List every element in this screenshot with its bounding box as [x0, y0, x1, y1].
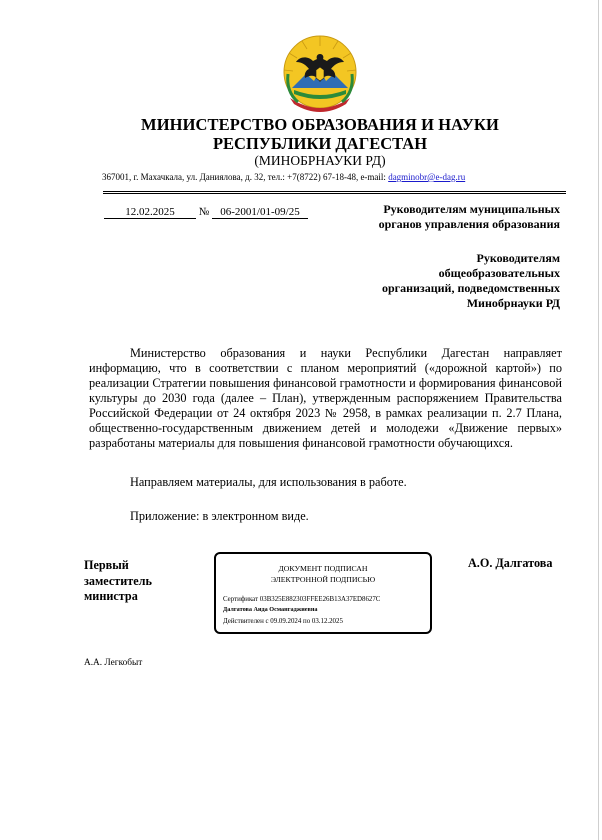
registration-date: 12.02.2025: [104, 206, 196, 219]
header-divider-second: [103, 193, 566, 194]
organization-region: РЕСПУБЛИКИ ДАГЕСТАН: [212, 134, 428, 153]
stamp-certificate: Сертификат 03B325E882303FFEE26B13A37ED8627C: [223, 596, 381, 603]
header-divider: [103, 191, 566, 192]
addressee-line: Минобрнауки РД: [466, 296, 560, 310]
email-link[interactable]: dagminobr@e-dag.ru: [388, 172, 466, 182]
organization-address: [102, 172, 465, 182]
organization-name: МИНИСТЕРСТВО ОБРАЗОВАНИЯ И НАУКИ: [141, 115, 499, 134]
signatory-position: [84, 558, 152, 605]
page-edge: [598, 0, 599, 840]
signatory-name: А.О. Далгатова: [468, 556, 553, 570]
position-line: министра: [84, 589, 138, 603]
attachment-note: Приложение: в электронном виде.: [130, 509, 309, 523]
addressee-line: Руководителям муниципальных: [383, 202, 560, 216]
stamp-validity: Действителен с 09.09.2024 по 03.12.2025: [223, 618, 343, 625]
position-line: Первый: [84, 558, 129, 572]
address-text: 367001, г. Махачкала, ул. Даниялова, д. 32, тел.: +7(8722) 67-18-48, e-mail:: [102, 172, 389, 182]
coat-of-arms-icon: [280, 34, 360, 116]
number-label: №: [198, 206, 210, 218]
addressee-block-2: [382, 251, 560, 311]
addressee-line: общеобразовательных: [438, 266, 560, 280]
addressee-line: органов управления образования: [378, 217, 560, 231]
organization-short-name: (МИНОБРНАУКИ РД): [254, 153, 386, 168]
body-paragraph-2: Направляем материалы, для использования в работе.: [130, 475, 407, 489]
executor-name: А.А. Легкобыт: [84, 658, 143, 668]
stamp-subtitle: ЭЛЕКТРОННОЙ ПОДПИСЬЮ: [270, 575, 376, 584]
addressee-line: Руководителям: [476, 251, 560, 265]
stamp-title: ДОКУМЕНТ ПОДПИСАН: [278, 564, 368, 573]
body-paragraph-1: Министерство образования и науки Республики Дагестан направляет информацию, что в соответствии с планом мероприятий («дорожной картой») по реализации Стратегии повышения финансовой грамотности и формирования финансовой культуры до 2030 года (далее – План), утвержденным распоряжением Правительства Российской Федерации от 24 октября 2023 № 2958, в рамках реализации п. 2.7 Плана, общественно-государственным движением детей и молодежи «Движение первых» разработаны материалы для повышения финансовой грамотности обучающихся.: [89, 346, 562, 450]
stamp-owner: Далгатова Аида Османгаджиевна: [223, 606, 318, 613]
position-line: заместитель: [84, 573, 152, 588]
registration-line: [104, 206, 308, 219]
addressee-line: организаций, подведомственных: [381, 281, 560, 295]
addressee-block-1: [379, 202, 560, 232]
registration-number: 06-2001/01-09/25: [212, 206, 308, 219]
electronic-signature-stamp: [214, 552, 432, 634]
